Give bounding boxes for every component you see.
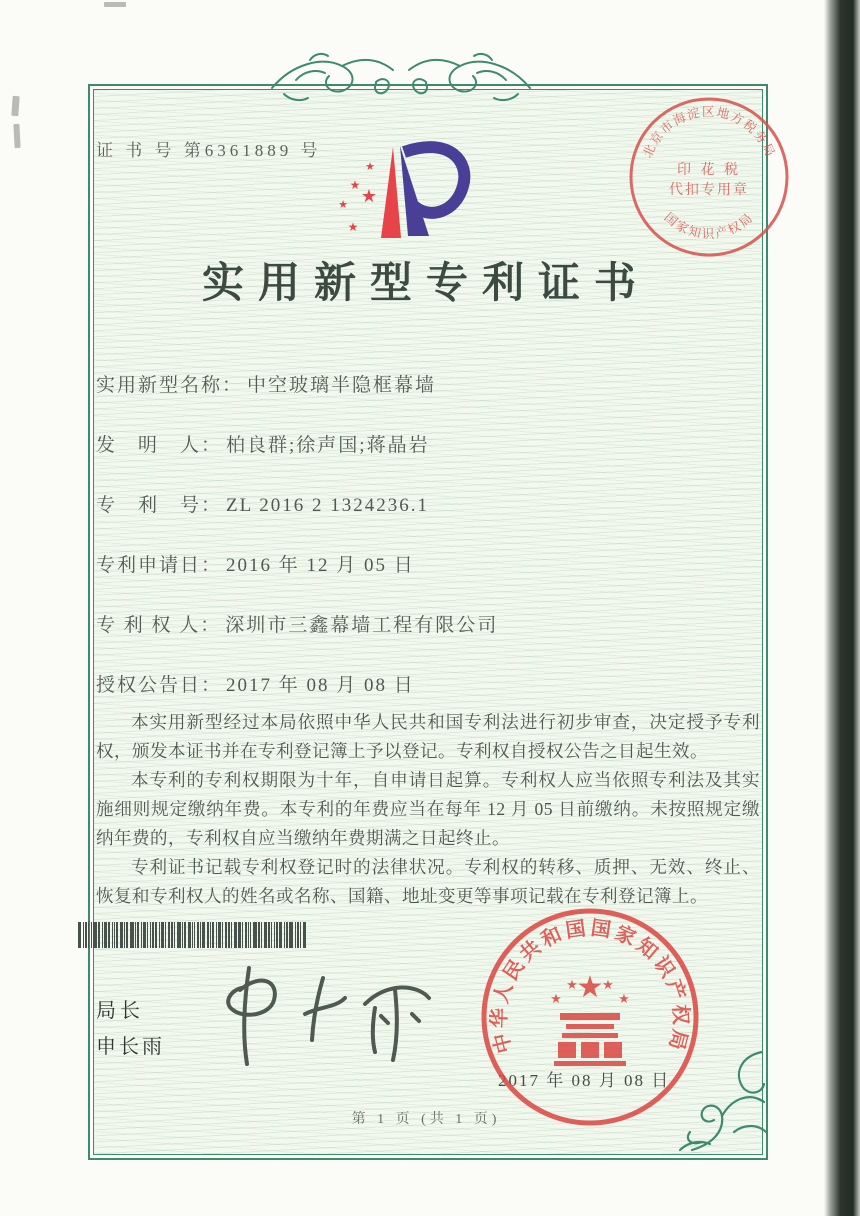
barcode-bar — [126, 922, 128, 948]
barcode-bar — [268, 922, 270, 948]
field-patentee — [96, 610, 736, 637]
barcode-bar — [137, 922, 139, 948]
barcode-bar — [141, 922, 142, 948]
barcode-bar — [274, 922, 275, 948]
tax-stamp-arc-bottom: 国家知识产权局 — [661, 210, 757, 242]
scan-artifact — [11, 96, 19, 116]
tax-stamp-line1: 印 花 税 — [677, 163, 741, 178]
field-inventor — [96, 430, 736, 457]
barcode-bar — [276, 922, 278, 948]
sipo-logo-icon — [332, 132, 532, 250]
scan-artifact — [13, 124, 20, 148]
barcode-bar — [108, 922, 110, 948]
barcode-bar — [78, 922, 81, 948]
field-utility-model-name — [96, 370, 736, 397]
page-title: 实用新型专利证书 — [201, 261, 650, 307]
barcode-bar — [210, 922, 211, 948]
barcode-bar — [114, 922, 115, 948]
barcode-bar — [98, 922, 100, 948]
barcode-bar — [212, 922, 214, 948]
page-footer: 第 1 页 (共 1 页) — [351, 1112, 501, 1127]
barcode-bar — [93, 922, 97, 948]
barcode-bar — [284, 922, 285, 948]
barcode-bar — [231, 922, 232, 948]
commissioner-name: 申长雨 — [96, 1036, 165, 1058]
dragon-ornament-icon — [266, 46, 536, 110]
legal-text — [96, 708, 760, 911]
field-value: 2017 年 08 月 08 日 — [226, 675, 415, 696]
barcode-bar — [174, 922, 175, 948]
field-patent-number — [96, 490, 736, 517]
svg-text:★: ★ — [365, 160, 375, 173]
barcode-bar — [155, 922, 157, 948]
barcode-bar — [218, 922, 221, 948]
barcode-bar — [222, 922, 223, 948]
commissioner-title: 局长 — [96, 1000, 144, 1022]
barcode-bar — [182, 922, 183, 948]
barcode-bar — [225, 922, 227, 948]
svg-text:★: ★ — [576, 970, 604, 1005]
svg-text:★: ★ — [349, 178, 361, 192]
field-value: 深圳市三鑫幕墙工程有限公司 — [225, 615, 499, 636]
barcode-bar — [300, 922, 301, 948]
barcode-bar — [192, 922, 193, 948]
field-value: 中空玻璃半隐框幕墙 — [247, 375, 437, 396]
field-label: 授权公告日： — [96, 675, 223, 696]
scan-artifact — [104, 2, 126, 7]
barcode-bar — [143, 922, 146, 948]
field-label: 专 利 号： — [96, 495, 223, 516]
field-value: ZL 2016 2 1324236.1 — [226, 495, 430, 516]
field-label: 专 利 权 人： — [96, 615, 222, 636]
scan-edge-shadow — [824, 0, 860, 1216]
paragraph-grant: 本实用新型经过本局依照中华人民共和国专利法进行初步审查，决定授予专利权，颁发本证书并在专利登记簿上予以登记。专利权自授权公告之日起生效。 — [96, 712, 760, 761]
tax-stamp-arc-top: 北京市海淀区地方税务局 — [640, 105, 778, 160]
svg-text:★: ★ — [360, 186, 378, 207]
issue-date: 2017 年 08 月 08 日 — [498, 1071, 671, 1090]
svg-text:★: ★ — [602, 978, 614, 993]
barcode-bar — [150, 922, 151, 948]
barcode-bar — [297, 922, 299, 948]
barcode-bar — [194, 922, 195, 948]
svg-text:★: ★ — [550, 992, 562, 1007]
barcode-bar — [261, 922, 262, 948]
barcode-bar — [165, 922, 166, 948]
barcode-bar — [228, 922, 230, 948]
barcode-bar — [161, 922, 164, 948]
barcode-bar — [258, 922, 260, 948]
barcode-bar — [159, 922, 160, 948]
barcode-bar — [88, 922, 89, 948]
barcode-bar — [271, 922, 272, 948]
barcode-bar — [91, 922, 92, 948]
svg-text:北京市海淀区地方税务局 — [640, 104, 777, 159]
barcode-bar — [168, 922, 170, 948]
field-value: 柏良群;徐声国;蒋晶岩 — [226, 435, 430, 456]
barcode-bar — [234, 922, 237, 948]
barcode-bar — [124, 922, 125, 948]
barcode-bar — [253, 922, 257, 948]
barcode-bar — [216, 922, 217, 948]
paragraph-term-fees: 本专利的专利权期限为十年，自申请日起算。专利权人应当依照专利法及其实施细则规定缴纳年费。本专利的年费应当在每年 12 月 05 日前缴纳。未按照规定缴纳年费的，专利权自应当缴纳年费期满之日起终止。 — [96, 770, 760, 848]
barcode-bar — [171, 922, 173, 948]
barcode-bar — [202, 922, 205, 948]
signature-handwriting-icon — [185, 962, 435, 1072]
barcode — [78, 922, 314, 948]
barcode-bar — [152, 922, 154, 948]
svg-text:★: ★ — [566, 978, 578, 993]
paragraph-register: 专利证书记载专利权登记时的法律状况。专利权的转移、质押、无效、终止、恢复和专利权人的姓名或名称、国籍、地址变更等事项记载在专利登记簿上。 — [96, 857, 760, 906]
barcode-bar — [188, 922, 191, 948]
field-label: 发 明 人： — [96, 435, 223, 456]
barcode-bar — [85, 922, 87, 948]
barcode-bar — [248, 922, 249, 948]
field-announcement-date — [96, 670, 736, 697]
barcode-bar — [120, 922, 123, 948]
barcode-bar — [200, 922, 201, 948]
barcode-bar — [130, 922, 134, 948]
svg-text:★: ★ — [338, 198, 348, 211]
national-emblem-icon — [550, 970, 630, 1066]
barcode-bar — [279, 922, 282, 948]
barcode-bar — [112, 922, 113, 948]
field-label: 实用新型名称： — [96, 375, 244, 396]
barcode-bar — [289, 922, 293, 948]
barcode-bar — [83, 922, 84, 948]
svg-text:★: ★ — [347, 220, 359, 234]
barcode-bar — [104, 922, 107, 948]
sipo-official-seal-icon — [476, 903, 704, 1131]
barcode-bar — [286, 922, 288, 948]
barcode-bar — [102, 922, 103, 948]
field-label: 专利申请日： — [96, 555, 223, 576]
barcode-bar — [264, 922, 267, 948]
barcode-bar — [245, 922, 247, 948]
barcode-bar — [116, 922, 118, 948]
barcode-bar — [184, 922, 186, 948]
certificate-number: 证 书 号 第6361889 号 — [96, 141, 322, 160]
barcode-bar — [197, 922, 199, 948]
barcode-bar — [135, 922, 136, 948]
field-value: 2016 年 12 月 05 日 — [226, 555, 415, 576]
tax-stamp-icon — [626, 94, 792, 260]
barcode-bar — [295, 922, 296, 948]
field-application-date — [96, 550, 736, 577]
tax-stamp-line2: 代扣专用章 — [669, 183, 749, 198]
barcode-bar — [207, 922, 209, 948]
barcode-bar — [250, 922, 251, 948]
svg-text:★: ★ — [618, 992, 630, 1007]
seal-arc-text: 中华人民共和国国家知识产权局 — [488, 917, 692, 1056]
barcode-bar — [242, 922, 243, 948]
barcode-bar — [238, 922, 241, 948]
barcode-bar — [147, 922, 148, 948]
svg-text:国家知识产权局 — [662, 210, 757, 241]
barcode-bar — [303, 922, 306, 948]
barcode-bar — [177, 922, 181, 948]
